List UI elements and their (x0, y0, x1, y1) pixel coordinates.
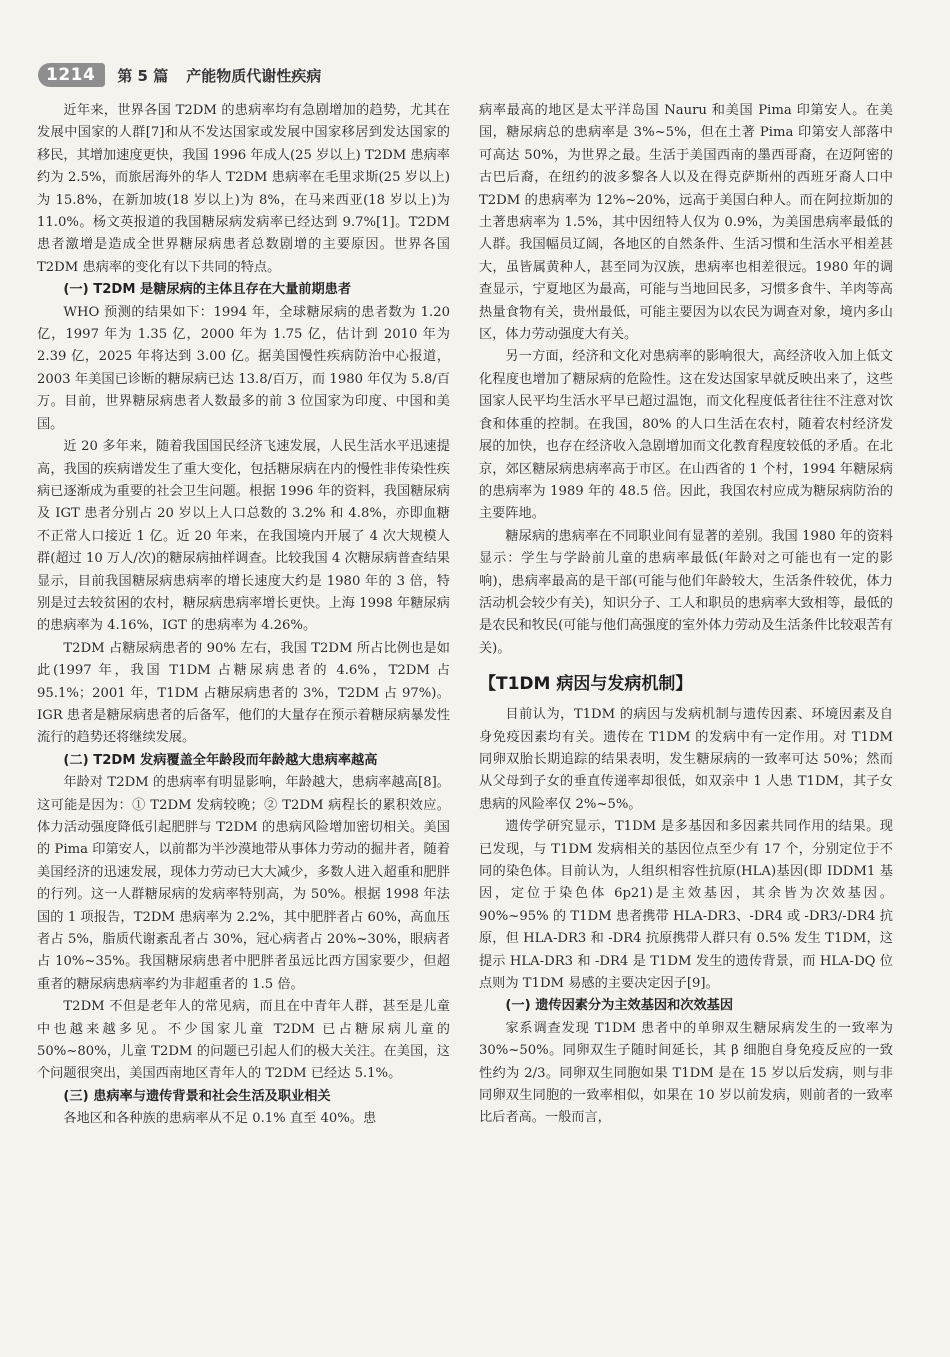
paragraph: 近 20 多年来，随着我国国民经济飞速发展，人民生活水平迅速提高，我国的疾病谱发生了重大变化，包括糖尿病在内的慢性非传染性疾病已逐渐成为重要的社会卫生问题。根据 1996 年的资料，我国糖尿病及 IGT 患者分别占 20 岁以上人口总数的 3.2% 和 4.8%，亦即血糖不正常人口接近 1 亿。近 20 年来，在我国境内开展了 4 次大规模人群(超过 10 万人/次)的糖尿病抽样调查。比较我国 4 次糖尿病普查结果显示，目前我国糖尿病患病率的增长速度大约是 1980 年的 3 倍，特别是过去较贫困的农村，糖尿病患病率增长更快。上海 1998 年糖尿病的患病率为 4.16%，IGT 的患病率为 4.26%。 (37, 439, 450, 634)
paragraph: 糖尿病的患病率在不同职业间有显著的差别。我国 1980 年的资料显示：学生与学龄前儿童的患病率最低(年龄对之可能也有一定的影响)，患病率最高的是干部(可能与他们年龄较大，生活条件较优，体力活动机会较少有关)，知识分子、工人和职员的患病率大致相等，最低的是农民和牧民(可能与他们高强度的室外体力劳动及生活条件比较艰苦有关)。 (479, 528, 893, 656)
paragraph: 家系调查发现 T1DM 患者中的单卵双生糖尿病发生的一致率为 30%~50%。同卵双生子随时间延长，其 β 细胞自身免疫反应的一致性约为 2/3。同卵双生同胞如果 T1DM 是在 15 岁以后发病，则与非同卵双生同胞的一致率相似，如果在 10 岁以前发病，则前者的一致率比后者高。一般而言， (479, 1020, 893, 1126)
left-column (37, 100, 450, 1131)
subsection-heading: (二) T2DM 发病覆盖全年龄段而年龄越大患病率越高 (63, 752, 378, 768)
page-number: 1214 (38, 63, 105, 87)
section-heading: 【T1DM 病因与发病机制】 (479, 674, 693, 695)
paragraph: 各地区和各种族的患病率从不足 0.1% 直至 40%。患 (63, 1111, 377, 1127)
paragraph: 近年来，世界各国 T2DM 的患病率均有急剧增加的趋势，尤其在发展中国家的人群[7]和从不发达国家或发展中国家移居到发达国家的移民，其增加速度更快，我国 1996 年成人(25 岁以上) T2DM 患病率约为 2.5%，而旅居海外的华人 T2DM 患病率在毛里求斯(25 岁以上)为 15.8%，在新加坡(18 岁以上)为 8%，在马来西亚(18 岁以上)为 11.0%。杨文英报道的我国糖尿病发病率已经达到 9.7%[1]。T2DM 患者激增是造成全世界糖尿病患者总数剧增的主要原因。世界各国 T2DM 患病率的变化有以下共同的特点。 (37, 103, 450, 275)
paragraph: WHO 预测的结果如下：1994 年，全球糖尿病的患者数为 1.20 亿，1997 年为 1.35 亿，2000 年为 1.75 亿，估计到 2010 年为 2.39 亿，2025 年将达到 3.00 亿。据美国慢性疾病防治中心报道，2003 年美国已诊断的糖尿病已达 13.8/百万，而 1980 年仅为 5.8/百万。目前，世界糖尿病患者人数最多的前 3 位国家为印度、中国和美国。 (37, 304, 450, 432)
paragraph: 遗传学研究显示，T1DM 是多基因和多因素共同作用的结果。现已发现，与 T1DM 发病相关的基因位点至少有 17 个，分别定位于不同的染色体。目前认为，人组织相容性抗原(HLA)基因(即 IDDM1 基因，定位于染色体 6p21)是主效基因，其余皆为次效基因。90%~95% 的 T1DM 患者携带 HLA-DR3、-DR4 或 -DR3/-DR4 抗原，但 HLA-DR3 和 -DR4 抗原携带人群只有 0.5% 发生 T1DM，这提示 HLA-DR3 和 -DR4 是 T1DM 发生的遗传背景，而 HLA-DQ 位点则为 T1DM 易感的主要决定因子[9]。 (479, 819, 893, 992)
subsection-heading: (一) T2DM 是糖尿病的主体且存在大量前期患者 (63, 282, 352, 298)
paragraph: 目前认为，T1DM 的病因与发病机制与遗传因素、环境因素及自身免疫因素均有关。遗传在 T1DM 的发病中有一定作用。对 T1DM 同卵双胎长期追踪的结果表明，发生糖尿病的一致率可达 50%；然而从父母到子女的垂直传递率却很低，如双亲中 1 人患 T1DM，其子女患病的风险率仅 2%~5%。 (479, 707, 893, 812)
chapter-label: 第 5 篇 (117, 66, 169, 85)
paragraph: 年龄对 T2DM 的患病率有明显影响，年龄越大，患病率越高[8]。这可能是因为：① T2DM 发病较晚；② T2DM 病程长的累积效应。体力活动强度降低引起肥胖与 T2DM 的患病风险增加密切相关。美国的 Pima 印第安人，以前都为半沙漠地带从事体力劳动的掘井者，随着美国经济的迅速发展，现体力劳动已大大减少，多数人进入超重和肥胖的行列。这一人群糖尿病的发病率特别高，为 50%。根据 1998 年法国的 1 项报告，T2DM 患病率为 2.2%，其中肥胖者占 60%，高血压者占 5%，脂质代谢紊乱者占 30%，冠心病者占 20%~30%，眼病者占 10%~35%。我国糖尿病患者中肥胖者虽远比西方国家要少，但超重者的糖尿病患病率约为非超重者的 1.5 倍。 (37, 775, 450, 992)
chapter-title: 产能物质代谢性疾病 (186, 66, 322, 85)
page-header (38, 58, 918, 92)
paragraph: 另一方面，经济和文化对患病率的影响很大，高经济收入加上低文化程度也增加了糖尿病的危险性。这在发达国家早就反映出来了，这些国家人民平均生活水平早已超过温饱，而文化程度低者往往不注意对饮食和体重的控制。在我国，80% 的人口生活在农村，随着农村经济发展的加快，也存在经济收入急剧增加而文化教育程度较低的矛盾。在北京，郊区糖尿病患病率高于市区。在山西省的 1 个村，1994 年糖尿病的患病率为 1989 年的 48.5 倍。因此，我国农村应成为糖尿病防治的主要阵地。 (479, 349, 893, 522)
right-column (479, 100, 893, 1130)
paragraph: 病率最高的地区是太平洋岛国 Nauru 和美国 Pima 印第安人。在美国，糖尿病总的患病率是 3%~5%，但在土著 Pima 印第安人部落中可高达 50%，为世界之最。生活于美国西南的墨西哥裔，在迈阿密的古巴后裔，在纽约的波多黎各人以及在得克萨斯州的西班牙裔人口中 T2DM 的患病率为 12%~20%，远高于美国白种人。而在阿拉斯加的土著患病率为 1.5%，其中因纽特人仅为 0.9%，为美国患病率最低的人群。我国幅员辽阔，各地区的自然条件、生活习惯和生活水平相差甚大，虽皆属黄种人，甚至同为汉族，患病率也相差很远。1980 年的调查显示，宁夏地区为最高，可能与当地回民多，习惯多食牛、羊肉等高热量食物有关，贵州最低，可能主要因为以农民为调查对象，境内多山区，体力劳动强度大有关。 (479, 103, 893, 343)
paragraph: T2DM 不但是老年人的常见病，而且在中青年人群，甚至是儿童中也越来越多见。不少国家儿童 T2DM 已占糖尿病儿童的 50%~80%，儿童 T2DM 的问题已引起人们的极大关注。在美国，这个问题很突出，美国西南地区青年人的 T2DM 已经达 5.1%。 (37, 999, 450, 1082)
subsection-heading: (一) 遗传因素分为主效基因和次效基因 (505, 998, 734, 1014)
subsection-heading: (三) 患病率与遗传背景和社会生活及职业相关 (63, 1088, 331, 1104)
paragraph: T2DM 占糖尿病患者的 90% 左右，我国 T2DM 所占比例也是如此(1997 年，我国 T1DM 占糖尿病患者的 4.6%，T2DM 占 95.1%；2001 年，T1DM 占糖尿病患者的 3%，T2DM 占 97%)。IGR 患者是糖尿病患者的后备军，他们的大量存在预示着糖尿病暴发性流行的趋势还将继续发展。 (37, 640, 450, 746)
